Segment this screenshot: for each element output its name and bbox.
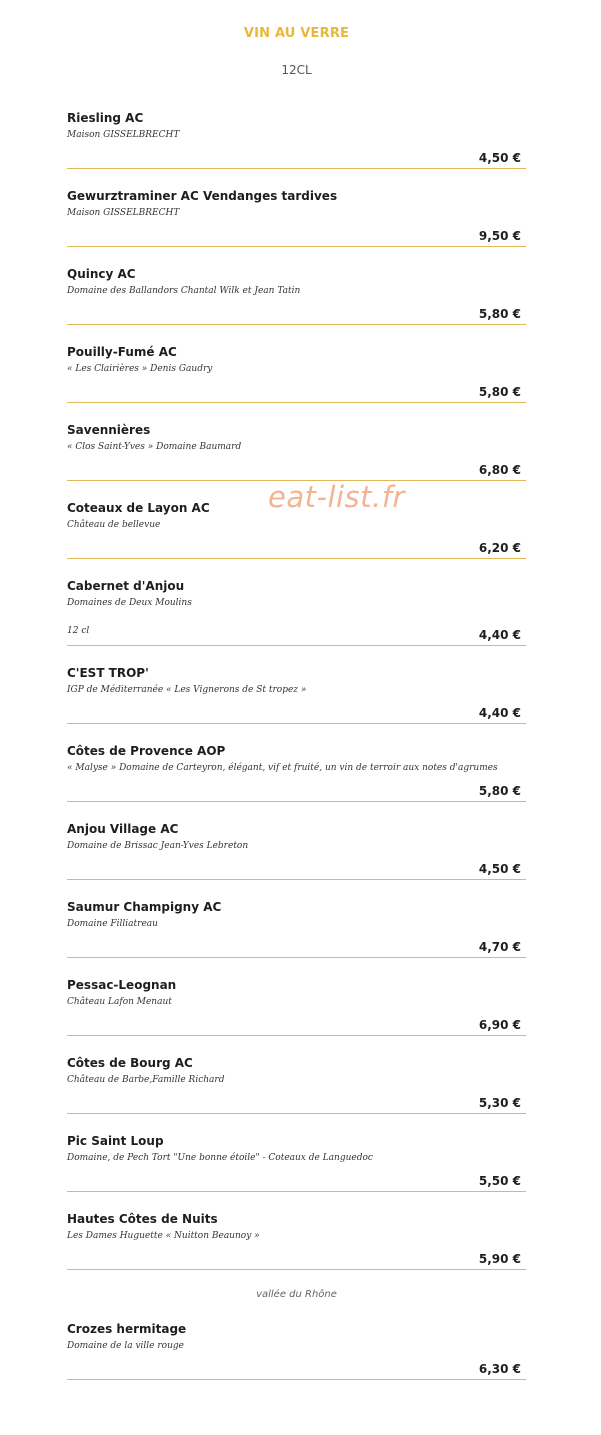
wine-name: Côtes de Provence AOP	[67, 744, 226, 758]
wine-description: IGP de Méditerranée « Les Vignerons de St tropez »	[67, 685, 307, 695]
wine-description: Domaine de Brissac Jean-Yves Lebreton	[67, 841, 249, 851]
watermark: eat-list.fr	[268, 480, 405, 514]
wine-name: Pouilly-Fumé AC	[67, 345, 177, 359]
wine-description: Château de Barbe,Famille Richard	[67, 1075, 225, 1085]
wine-name: Côtes de Bourg AC	[67, 1056, 193, 1070]
wine-description: « Les Clairières » Denis Gaudry	[67, 364, 213, 374]
wine-price: 4,40 €	[478, 628, 521, 642]
wine-description: Domaine des Ballandors Chantal Wilk et Jean Tatin	[67, 286, 301, 296]
wine-price: 5,80 €	[478, 784, 521, 798]
wine-item	[67, 1322, 526, 1380]
wine-item	[67, 1134, 526, 1192]
wine-name: Pic Saint Loup	[67, 1134, 164, 1148]
menu-subtitle: 12CL	[281, 63, 312, 77]
wine-name: Riesling AC	[67, 111, 144, 125]
wine-item	[67, 822, 526, 880]
wine-description: Domaine, de Pech Tort "Une bonne étoile" - Coteaux de Languedoc	[67, 1153, 373, 1163]
wine-name: C'EST TROP'	[67, 666, 149, 680]
wine-item	[67, 744, 526, 802]
wine-item	[67, 111, 526, 169]
wine-item	[67, 1056, 526, 1114]
wine-description: « Malyse » Domaine de Carteyron, élégant, vif et fruité, un vin de terroir aux notes d'agrumes	[67, 763, 498, 773]
wine-description: Domaine de la ville rouge	[67, 1341, 184, 1351]
wine-name: Coteaux de Layon AC	[67, 501, 210, 515]
wine-name: Savennières	[67, 423, 151, 437]
wine-name: Pessac-Leognan	[67, 978, 177, 992]
wine-price: 5,80 €	[478, 307, 521, 321]
wine-price: 6,30 €	[478, 1362, 521, 1376]
wine-name: Gewurztraminer AC Vendanges tardives	[67, 189, 338, 203]
wine-description: Château de bellevue	[67, 520, 161, 530]
wine-name: Crozes hermitage	[67, 1322, 187, 1336]
wine-item	[67, 189, 526, 247]
wine-item	[67, 423, 526, 481]
wine-name: Quincy AC	[67, 267, 136, 281]
wine-note: 12 cl	[67, 626, 90, 636]
wine-price: 4,40 €	[478, 706, 521, 720]
wine-item	[67, 579, 526, 646]
wine-description: Château Lafon Menaut	[67, 997, 172, 1007]
wine-price: 5,90 €	[478, 1252, 521, 1266]
wine-price: 6,20 €	[478, 541, 521, 555]
wine-item	[67, 666, 526, 724]
wine-name: Hautes Côtes de Nuits	[67, 1212, 218, 1226]
wine-item	[67, 978, 526, 1036]
wine-price: 4,50 €	[478, 862, 521, 876]
wine-description: Domaine Filliatreau	[67, 919, 158, 929]
wine-price: 4,70 €	[478, 940, 521, 954]
wine-description: Maison GISSELBRECHT	[67, 208, 180, 218]
wine-item	[67, 900, 526, 958]
wine-description: « Clos Saint-Yves » Domaine Baumard	[67, 442, 242, 452]
wine-name: Cabernet d'Anjou	[67, 579, 185, 593]
wine-price: 6,90 €	[478, 1018, 521, 1032]
wine-description: Les Dames Huguette « Nuitton Beaunoy »	[67, 1231, 260, 1241]
wine-name: Saumur Champigny AC	[67, 900, 222, 914]
menu-title: VIN AU VERRE	[243, 26, 350, 41]
wine-price: 6,80 €	[478, 463, 521, 477]
wine-price: 5,80 €	[478, 385, 521, 399]
wine-price: 9,50 €	[478, 229, 521, 243]
wine-item	[67, 345, 526, 403]
section-label: vallée du Rhône	[256, 1289, 337, 1300]
wine-name: Anjou Village AC	[67, 822, 179, 836]
wine-description: Maison GISSELBRECHT	[67, 130, 180, 140]
wine-item	[67, 1212, 526, 1270]
wine-description: Domaines de Deux Moulins	[67, 598, 192, 608]
wine-price: 5,30 €	[478, 1096, 521, 1110]
wine-price: 5,50 €	[478, 1174, 521, 1188]
wine-item	[67, 267, 526, 325]
wine-price: 4,50 €	[478, 151, 521, 165]
